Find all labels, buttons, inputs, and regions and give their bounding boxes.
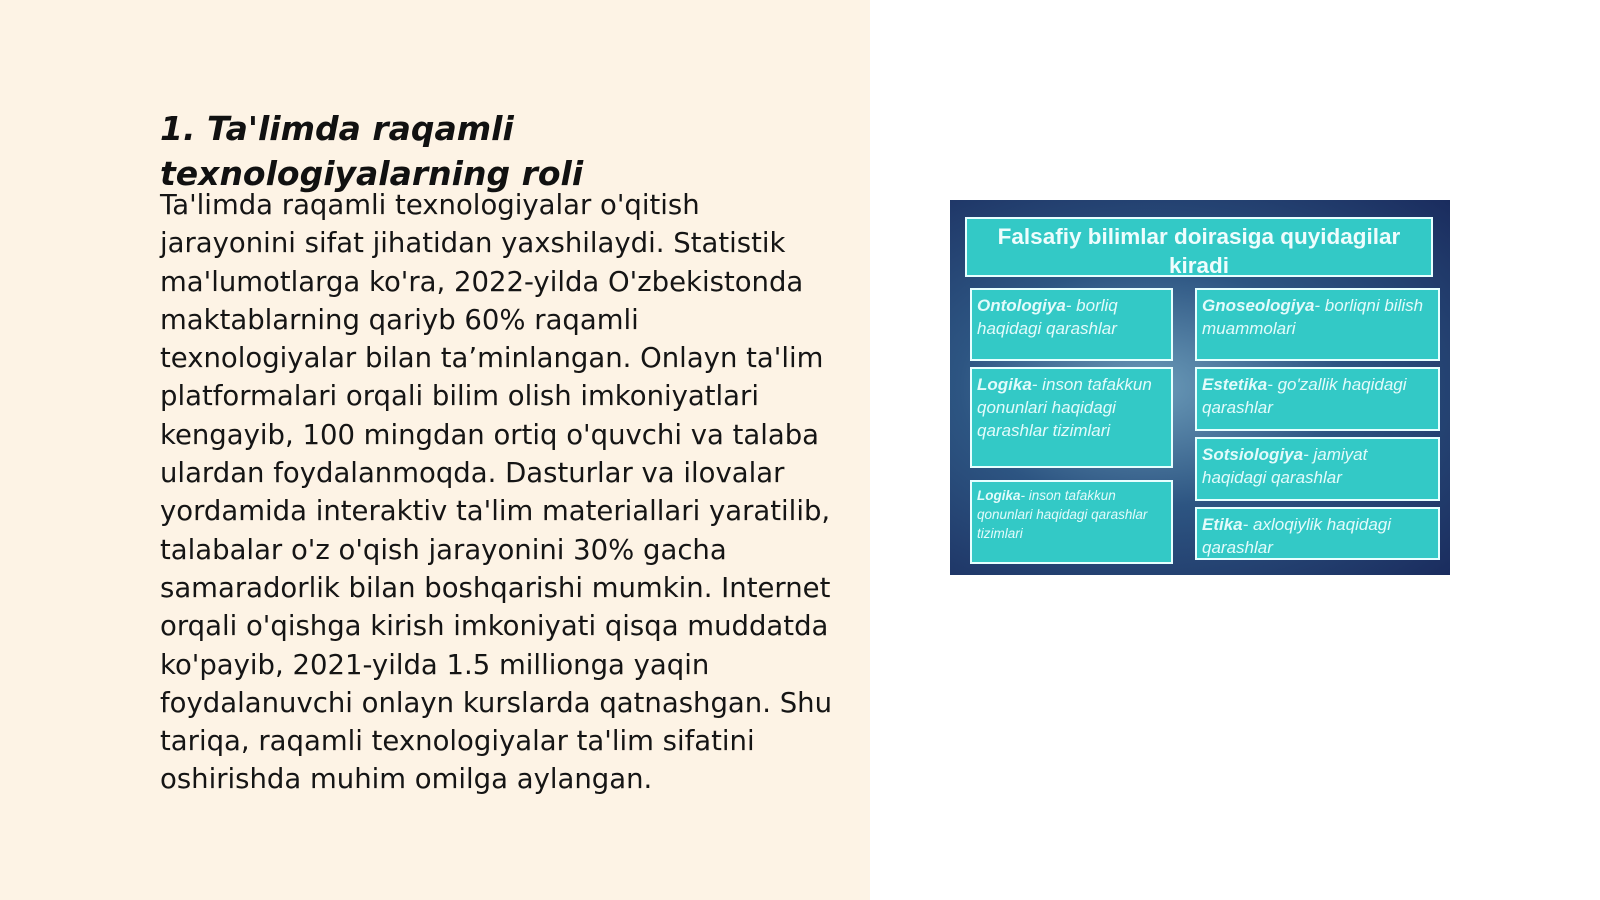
diagram-card-logika-2 [970,480,1173,564]
diagram-card-logika [970,367,1173,468]
diagram-card-ontologiya [970,288,1173,361]
diagram-card-estetika [1195,367,1440,431]
card-description: - axloqiylik haqidagi qarashlar [1202,515,1392,557]
card-term: Ontologiya [977,296,1066,315]
card-term: Estetika [1202,375,1268,394]
card-description: - jamiyat haqidagi qarashlar [1202,445,1368,487]
diagram-heading: Falsafiy bilimlar doirasiga quyidagilar kiradi [965,217,1433,277]
card-term: Sotsiologiya [1202,445,1304,464]
diagram-card-etika [1195,507,1440,560]
card-description: - borliq haqidagi qarashlar [977,296,1118,338]
card-description: - inson tafakkun qonunlari haqidagi qarashlar tizimlari [977,488,1148,541]
diagram-card-gnoseologiya [1195,288,1440,361]
card-term: Logika [977,488,1021,503]
card-term: Logika [977,375,1032,394]
card-description: - go'zallik haqidagi qarashlar [1202,375,1407,417]
slide-body-text: Ta'limda raqamli texnologiyalar o'qitish jarayonini sifat jihatidan yaxshilaydi. Statistik ma'lumotlarga ko'ra, 2022-yilda O'zbekistonda maktablarning qariyb 60% raqamli texnologiyalar bilan ta’minlangan. Onlayn ta'lim platformalari orqali bilim olish imkoniyatlari kengayib, 100 mingdan ortiq o'quvchi va talaba ulardan foydalanmoqda. Dasturlar va ilovalar yordamida interaktiv ta'lim materiallari yaratilib, talabalar o'z o'qish jarayonini 30% gacha samaradorlik bilan boshqarishi mumkin. Internet orqali o'qishga kirish imkoniyati qisqa muddatda ko'payib, 2021-yilda 1.5 millionga yaqin foydalanuvchi onlayn kurslarda qatnashgan. Shu tariqa, raqamli texnologiyalar ta'lim sifatini oshirishda muhim omilga aylangan. [160,189,833,796]
card-term: Etika [1202,515,1243,534]
diagram-card-sotsiologiya [1195,437,1440,501]
card-description: - borliqni bilish muammolari [1202,296,1424,338]
card-description: - inson tafakkun qonunlari haqidagi qarashlar tizimlari [977,375,1152,440]
slide-title: 1. Ta'limda raqamli texnologiyalarning roli [160,109,584,193]
philosophy-diagram-image [950,200,1450,575]
card-term: Gnoseologiya [1202,296,1315,315]
